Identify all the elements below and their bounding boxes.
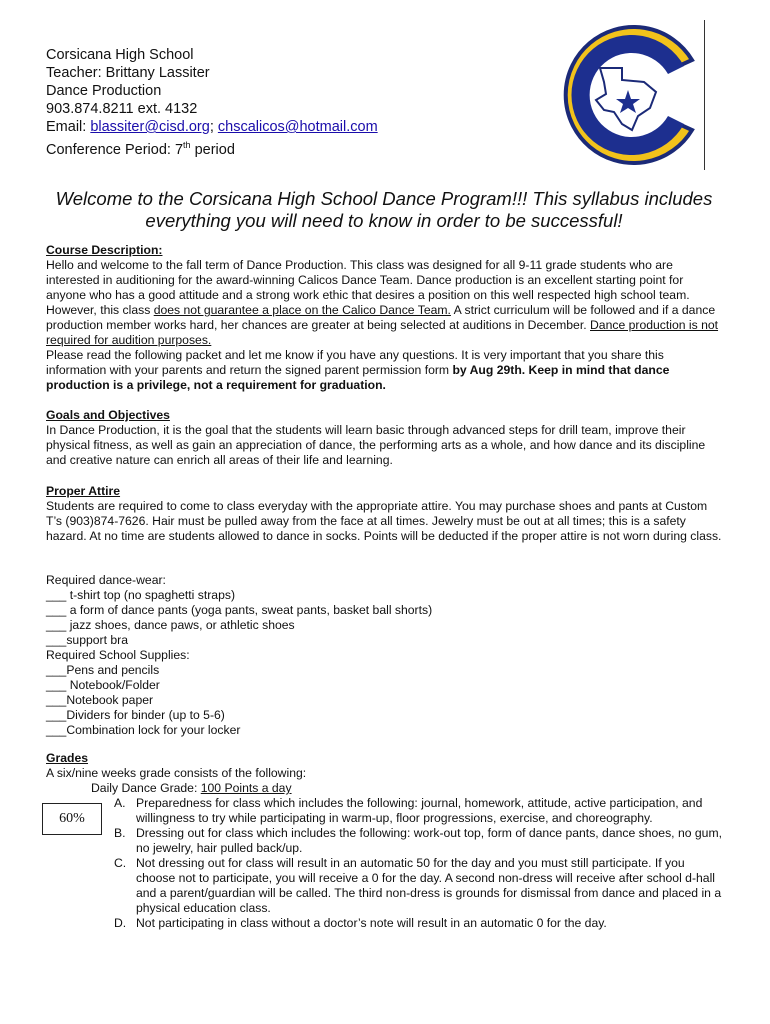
- dancewear-label: Required dance-wear:: [46, 573, 166, 587]
- grade-criteria-list: [114, 796, 726, 931]
- course-description-heading: Course Description:: [46, 243, 163, 257]
- criterion-marker: A.: [114, 796, 126, 810]
- desc-text-3: Please read the following packet and let me know if you have any questions. It is very important that you share this information with your parents and return the signed parent permission form: [46, 348, 664, 377]
- course-name: Dance Production: [46, 83, 162, 99]
- dancewear-item: ___ jazz shoes, dance paws, or athletic shoes: [46, 618, 295, 632]
- dancewear-item: ___ a form of dance pants (yoga pants, sweat pants, basket ball shorts): [46, 603, 433, 617]
- email-separator: ;: [209, 119, 218, 135]
- daily-grade-value: 100 Points a day: [200, 781, 292, 795]
- grade-criterion: [114, 796, 726, 826]
- desc-text-2: A strict curriculum will be followed and if a dance production member works hard, her chances are greater at being selected at auditions in December.: [46, 303, 716, 332]
- attire-section: [46, 484, 726, 544]
- dancewear-item: ___support bra: [46, 633, 128, 647]
- criterion-text: Dressing out for class which includes the following: work-out top, form of dance pants, dance shoes, no gum, no jewelry, hair pulled back/up.: [136, 826, 722, 855]
- supplies-section: [46, 573, 726, 738]
- grade-criterion: [114, 916, 726, 931]
- criterion-text: Not participating in class without a doctor’s note will result in an automatic 0 for the day.: [136, 916, 607, 930]
- criterion-marker: B.: [114, 826, 126, 840]
- course-description-paragraph-2: [46, 348, 726, 393]
- attire-text: Students are required to come to class everyday with the appropriate attire. You may purchase shoes and pants at Custom T’s (903)874-7626. Hair must be pulled away from the face at all times. Jewelry must be out at all times; this is a safety hazard. At no time are students allowed to dance in socks. Points will be deducted if the proper attire is not worn during class.: [46, 499, 722, 543]
- conference-suffix: period: [190, 141, 235, 158]
- grade-criterion: [114, 826, 726, 856]
- school-supply-item: ___Pens and pencils: [46, 663, 160, 677]
- goals-text: In Dance Production, it is the goal that the students will learn basic through advanced steps for drill team, improve their physical fitness, as well as gain an appreciation of dance, the performing arts as a whole, and how dance and its discipline and creative nature can enrich all areas of their life and learning.: [46, 423, 706, 467]
- course-description-section: [46, 243, 726, 393]
- grades-heading: Grades: [46, 751, 89, 765]
- desc-underlined: does not guarantee a place on the Calico Dance Team.: [153, 303, 451, 317]
- header-divider: [704, 20, 705, 170]
- course-description-paragraph-1: [46, 258, 726, 348]
- grades-intro: A six/nine weeks grade consists of the following:: [46, 766, 307, 780]
- goals-heading: Goals and Objectives: [46, 408, 170, 422]
- criterion-marker: C.: [114, 856, 127, 870]
- criterion-text: Preparedness for class which includes the following: journal, homework, attitude, active participation, and willingness to try while participating in warm-up, floor progressions, exercise, and choreography.: [136, 796, 703, 825]
- email-line: [46, 118, 378, 136]
- school-name: Corsicana High School: [46, 47, 194, 63]
- attire-heading: Proper Attire: [46, 484, 121, 498]
- email-label: Email:: [46, 119, 91, 135]
- conference-sup: th: [183, 140, 191, 150]
- phone-number: 903.874.8211 ext. 4132: [46, 101, 198, 117]
- daily-grade-line: [46, 781, 726, 796]
- conference-prefix: Conference Period: 7: [46, 141, 184, 158]
- contact-header: [46, 46, 378, 159]
- email-link-2[interactable]: chscalicos@hotmail.com: [217, 119, 378, 135]
- desc-bold: by Aug 29th. Keep in mind that dance production is a privilege, not a requirement for graduation.: [46, 363, 670, 392]
- criterion-text: Not dressing out for class will result in an automatic 50 for the day and you must still participate. If you choose not to participate, you will receive a 0 for the day. A second non-dress will receive after school d-hall and a parent/guardian will be called. The third non-dress is grounds for dismissal from dance and placed in a physical education class.: [136, 856, 722, 915]
- welcome-heading: [46, 188, 722, 232]
- criterion-marker: D.: [114, 916, 127, 930]
- conference-period: [46, 136, 378, 159]
- school-logo-icon: [552, 20, 702, 170]
- school-supplies-label: Required School Supplies:: [46, 648, 190, 662]
- desc-text: Hello and welcome to the fall term of Dance Production. This class was designed for all 9-11 grade students who are interested in auditioning for the award-winning Calicos Dance Team. Dance production is an excellent starting point for anyone who has a good attitude and a strong work ethic that desires a position on this well respected high school team. However, this class: [46, 258, 690, 317]
- percent-box: 60%: [42, 803, 102, 835]
- welcome-line-1: Welcome to the Corsicana High School Dance Program!!! This syllabus includes: [55, 188, 713, 209]
- teacher-name: Teacher: Brittany Lassiter: [46, 65, 210, 81]
- school-supply-item: ___Combination lock for your locker: [46, 723, 241, 737]
- daily-grade-label: Daily Dance Grade:: [91, 781, 201, 795]
- desc-underlined-2: Dance production is not required for audition purposes.: [46, 318, 719, 347]
- grades-section: [46, 751, 726, 931]
- school-supply-item: ___Notebook paper: [46, 693, 154, 707]
- school-supply-item: ___Dividers for binder (up to 5-6): [46, 708, 225, 722]
- email-link-1[interactable]: blassiter@cisd.org: [90, 119, 210, 135]
- dancewear-item: ___ t-shirt top (no spaghetti straps): [46, 588, 236, 602]
- school-supply-item: ___ Notebook/Folder: [46, 678, 160, 692]
- welcome-line-2: everything you will need to know in order to be successful!: [145, 210, 623, 231]
- grade-criterion: [114, 856, 726, 916]
- goals-section: [46, 408, 726, 468]
